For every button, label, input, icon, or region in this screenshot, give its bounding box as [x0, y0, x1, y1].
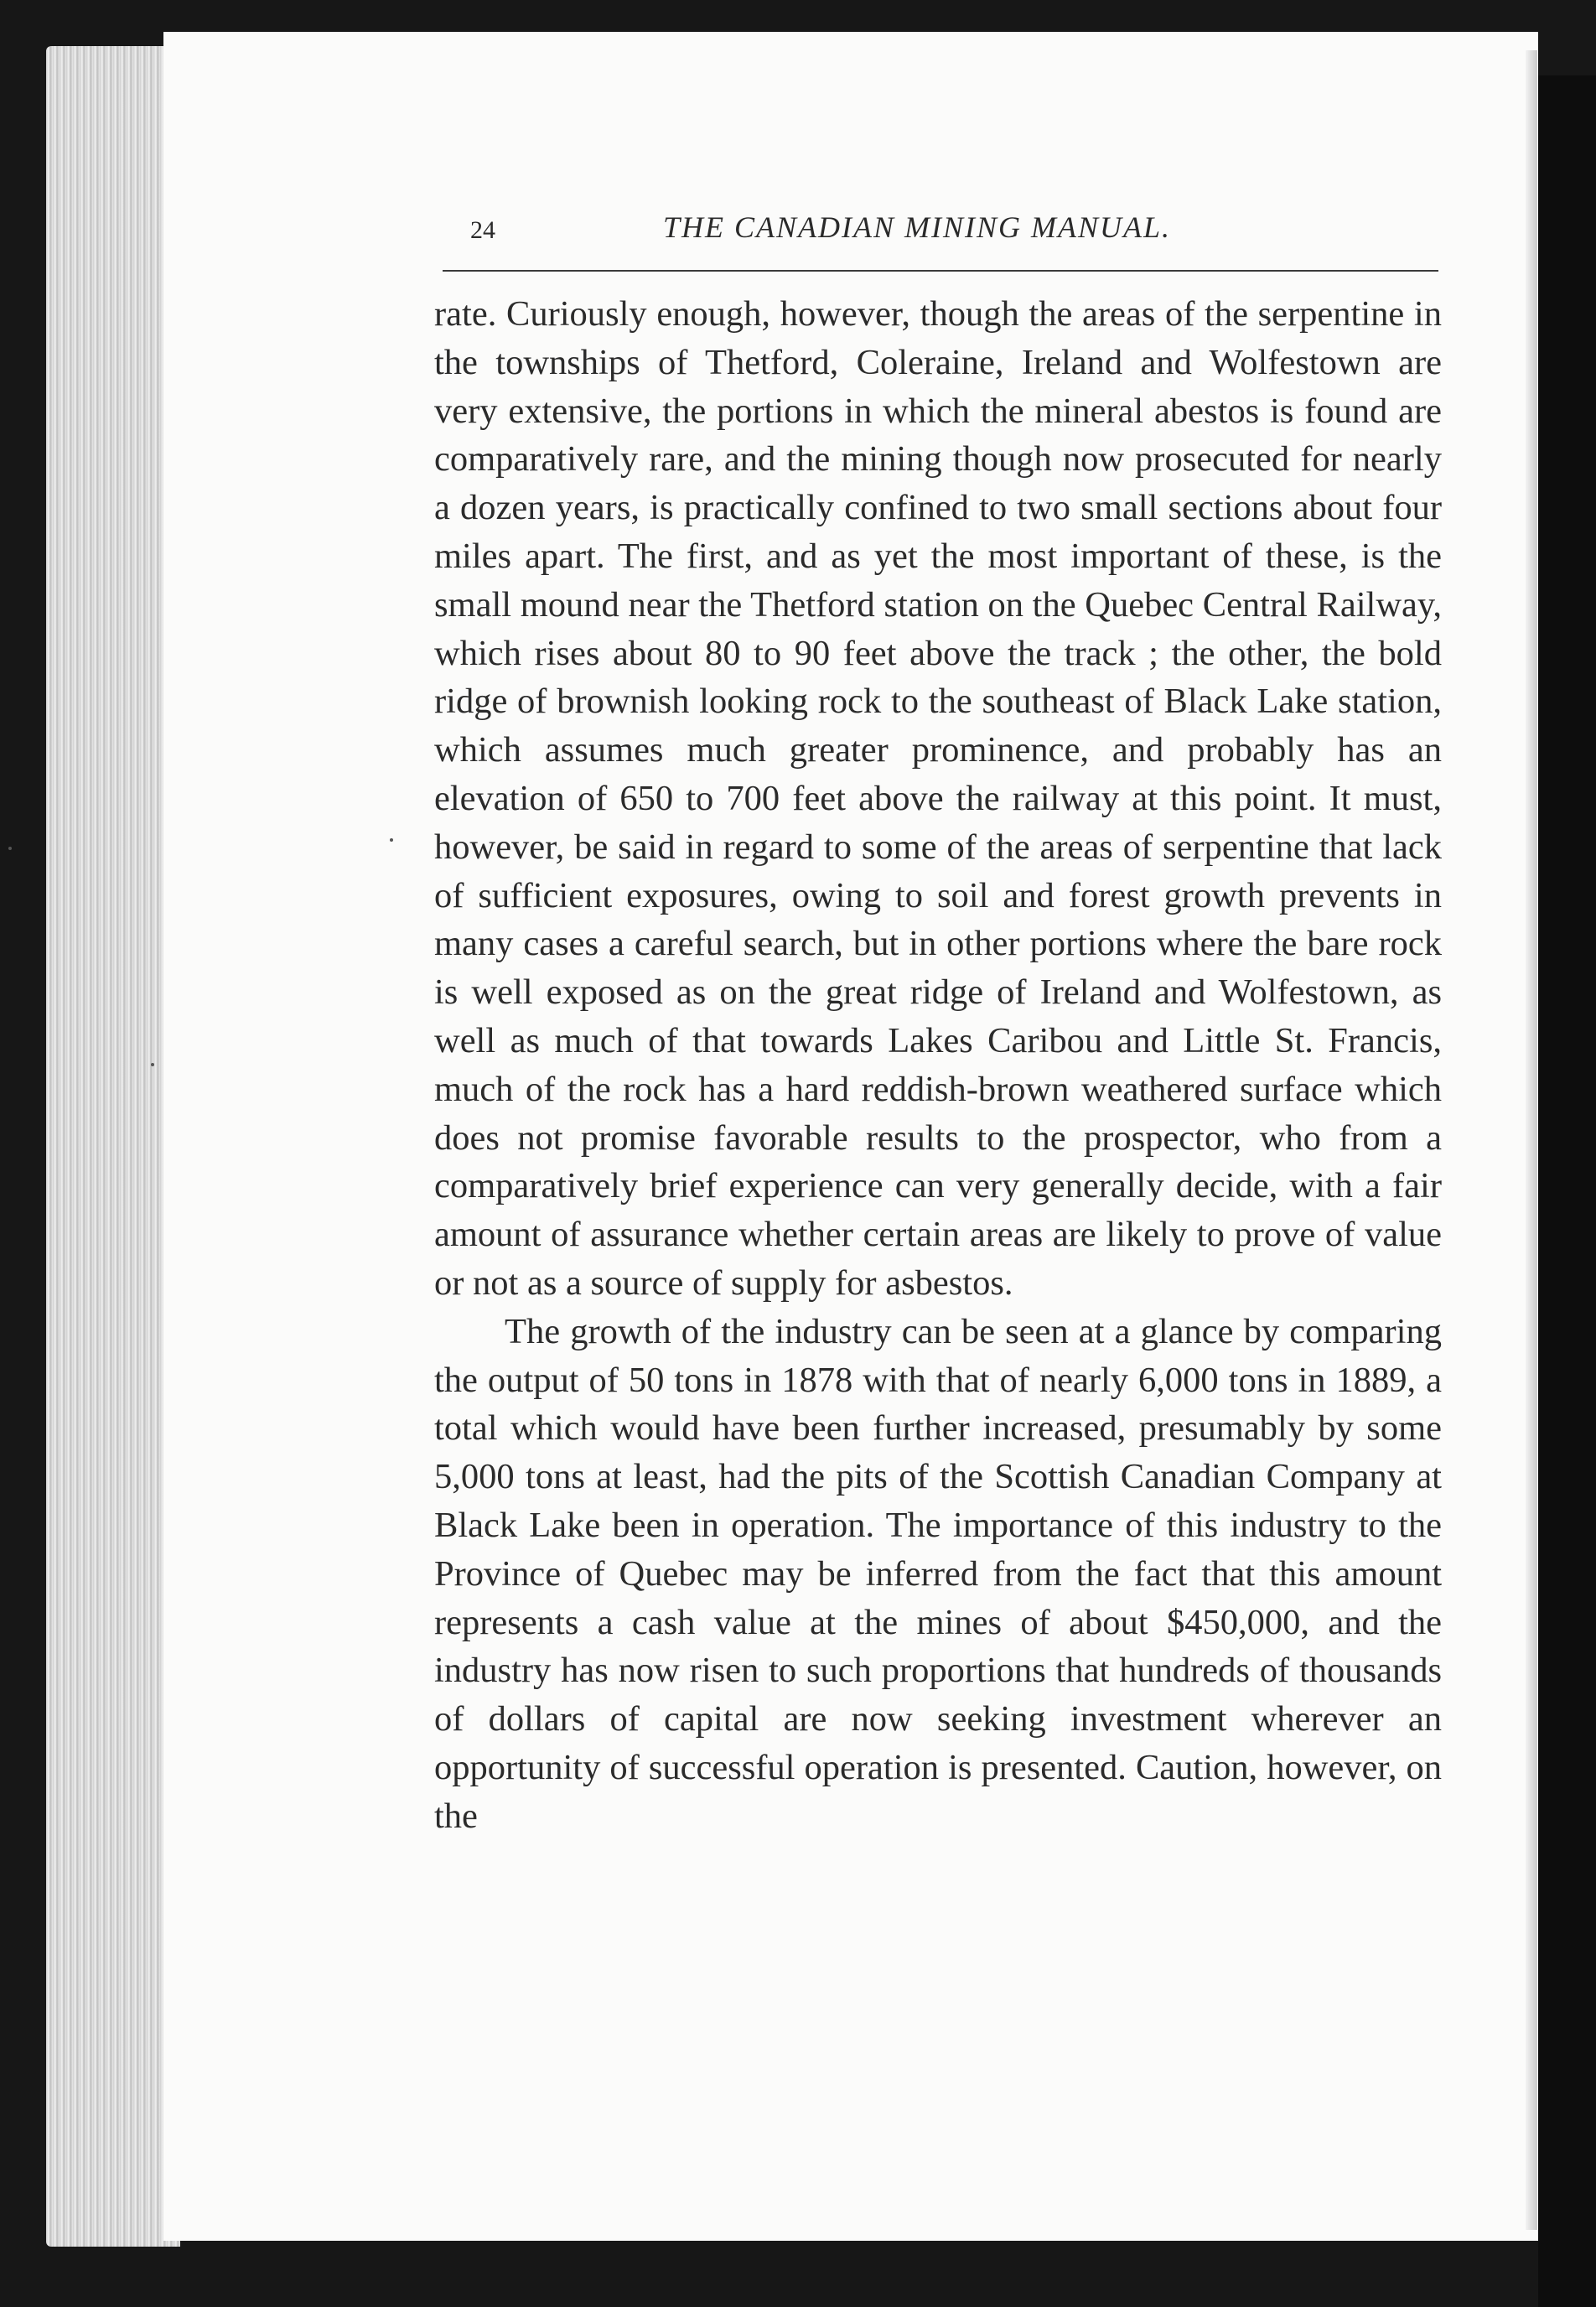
running-title: THE CANADIAN MINING MANUAL. — [663, 210, 1171, 244]
paragraph: rate. Curiously enough, however, though the areas of the serpentine in the townships of Thetford, Coleraine, Ireland and Wolfestown are very extensive, the portions in which the mineral abestos is found are comparatively rare, and the mining though now prosecuted for nearly a dozen years, is practically confined to two small sections about four miles apart. The first, and as yet the most important of these, is the small mound near the Thetford station on the Quebec Central Railway, which rises about 80 to 90 feet above the track ; the other, the bold ridge of brownish looking rock to the southeast of Black Lake station, which assumes much greater prominence, and probably has an elevation of 650 to 700 feet above the railway at this point. It must, however, be said in regard to some of the areas of serpentine that lack of sufficient exposures, owing to soil and forest growth prevents in many cases a careful search, but in other portions where the bare rock is well exposed as on the great ridge of Ireland and Wolfestown, as well as much of that towards Lakes Caribou and Little St. Francis, much of the rock has a hard reddish-brown weathered surface which does not promise favorable results to the prospector, who from a comparatively brief experience can very generally decide, with a fair amount of assurance whether certain areas are likely to prove of value or not as a source of supply for asbestos. — [434, 294, 1442, 1303]
page-edges — [46, 46, 180, 2247]
page-number: 24 — [470, 216, 495, 244]
scan-speck — [151, 1063, 154, 1066]
scan-speck — [390, 838, 393, 842]
scan-speck — [8, 847, 12, 850]
page-header — [470, 210, 1438, 277]
header-rule — [443, 270, 1438, 272]
body-text — [434, 290, 1442, 1841]
paragraph: The growth of the industry can be seen at a glance by comparing the output of 50 tons in 1878 with that of nearly 6,000 tons in 1889, a total which would have been further increased, presumably by some 5,000 tons at least, had the pits of the Scottish Canadian Company at Black Lake been in operation. The importance of this industry to the Province of Quebec may be inferred from the fact that this amount represents a cash value at the mines of about $450,000, and the industry has now risen to such proportions that hundreds of thousands of dollars of capital are now seeking investment wherever an opportunity of successful operation is presented. Caution, however, on the — [434, 1311, 1442, 1836]
book-cover-edge — [1538, 75, 1596, 2307]
page-right-edge — [1526, 50, 1537, 2230]
